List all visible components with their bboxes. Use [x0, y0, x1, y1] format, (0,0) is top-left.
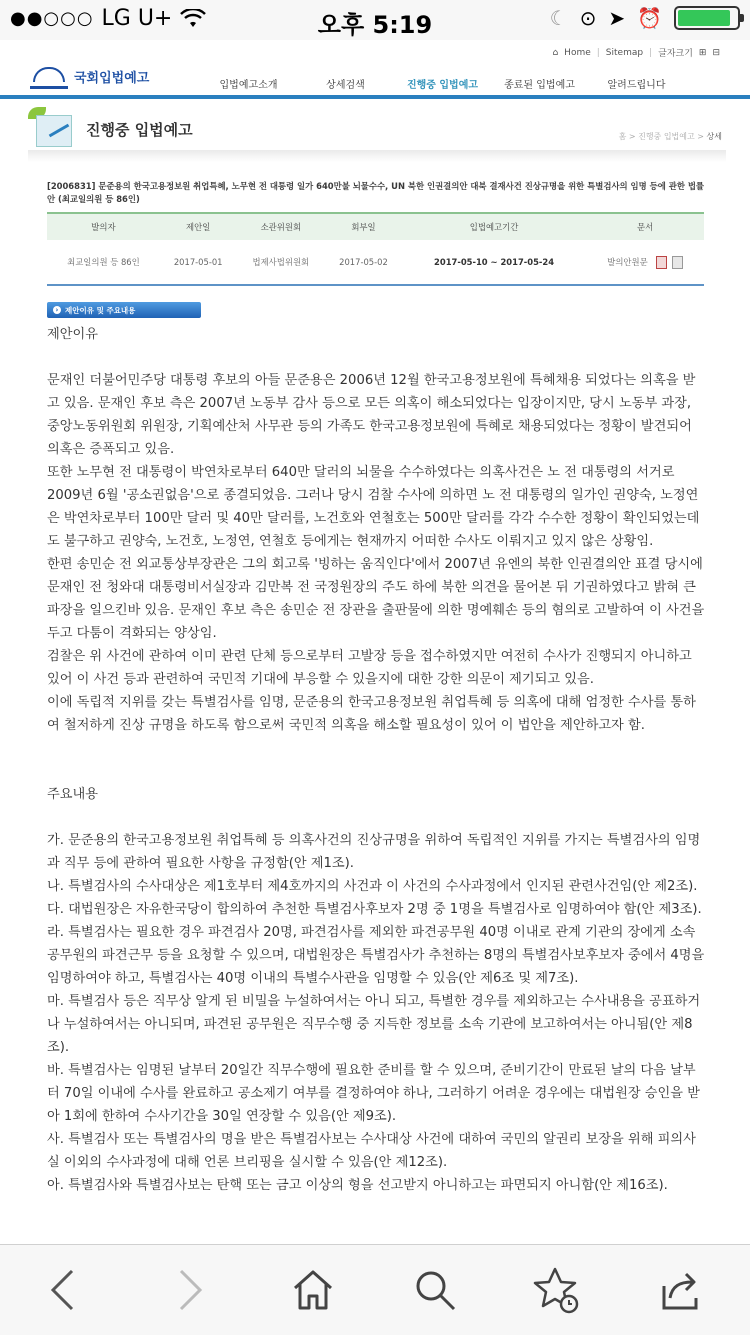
back-icon[interactable]	[38, 1265, 88, 1315]
breadcrumb: 홈 > 진행중 입법예고 > 상세	[618, 132, 722, 141]
main-item: 다. 대법원장은 자유한국당이 합의하여 추천한 특별검사후보자 2명 중 1명을 특별검사로 임명하여야 함(안 제3조).	[47, 902, 702, 917]
reason-paragraph: 또한 노무현 전 대통령이 박연차로부터 640만 달러의 뇌물을 수수하였다는 의혹사건은 노 전 대통령의 서거로 2009년 6월 '공소권없음'으로 종결되었음. 그러나 당시 검찰 수사에 의하면 노 전 대통령의 일가인 권양숙, 노정연은 박연차로부터 100만 달러 및 40만 달러를, 노건호와 연철호는 500만 달러를 각각 수수한 정황이 확인되었는데도 불구하고 권양숙, 노건호, 노정연, 연철호 등에게는 현재까지 어떠한 수사도 이뤄지고 있지 않은 상황임.	[47, 465, 700, 549]
main-content-heading: 주요내용	[47, 787, 98, 802]
status-bar	[0, 0, 750, 40]
main-nav	[200, 76, 685, 91]
pdf-file-icon[interactable]	[672, 256, 683, 269]
nav-item-notice[interactable]: 알려드립니다	[607, 80, 666, 91]
battery-icon	[674, 6, 740, 30]
util-link-sitemap[interactable]: Sitemap	[605, 47, 644, 58]
location-icon: ➤	[608, 6, 626, 30]
main-item: 나. 특별검사의 수사대상은 제1호부터 제4호까지의 사건과 이 사건의 수사과정에서 인지된 관련사건임(안 제2조).	[47, 879, 698, 894]
utility-links: ⌂ Home | Sitemap | 글자크기 ⊞ ⊟	[552, 47, 720, 59]
nav-item-search[interactable]: 상세검색	[326, 80, 365, 91]
table-header-row	[47, 213, 704, 240]
share-icon[interactable]	[655, 1265, 705, 1315]
assembly-building-icon	[30, 64, 68, 89]
legislation-icon	[28, 107, 76, 149]
referral-date-cell: 2017-05-02	[325, 240, 402, 285]
util-link-font-size: 글자크기	[658, 49, 693, 59]
reason-heading: 제안이유	[47, 327, 98, 342]
column-header: 발의자	[47, 213, 160, 240]
carrier-label: LG U+	[101, 6, 173, 31]
proposer-cell: 최교일의원 등 86인	[47, 240, 160, 285]
site-header	[0, 40, 750, 98]
logo-text: 국회입법예고	[74, 71, 150, 86]
home-small-icon: ⌂	[552, 47, 559, 58]
section-tab-reason-content[interactable]	[47, 302, 201, 318]
main-item: 사. 특별검사 또는 특별검사의 명을 받은 특별검사보는 수사대상 사건에 대하여 국민의 알권리 보장을 위해 피의사실 이외의 수사과정에 대해 언론 브리핑을 실시할 수 있음(안 제12조).	[47, 1132, 696, 1170]
arrow-right-icon: ›	[53, 306, 61, 314]
reason-paragraph: 이에 독립적 지위를 갖는 특별검사를 임명, 문준용의 한국고용정보원 취업특혜 등 의혹에 대해 엄정한 수사를 통하여 철저하게 진상 규명을 하도록 함으로써 국민적 의혹을 해소할 필요성이 있어 이 법안을 제안하고자 함.	[47, 695, 696, 733]
moon-icon: ☾	[549, 6, 568, 30]
header-divider	[0, 95, 750, 99]
rotation-lock-icon: ⊙	[579, 6, 597, 30]
search-icon[interactable]	[410, 1265, 460, 1315]
column-header: 제안일	[160, 213, 237, 240]
column-header: 입법예고기간	[402, 213, 587, 240]
notice-period-cell: 2017-05-10 ~ 2017-05-24	[402, 240, 587, 285]
nav-item-about[interactable]: 입법예고소개	[219, 80, 278, 91]
breadcrumb-ongoing[interactable]: 진행중 입법예고	[638, 132, 695, 141]
home-icon[interactable]	[288, 1265, 338, 1315]
section-tab-label: 제안이유 및 주요내용	[65, 305, 136, 315]
signal-strength-icon: ●●○○○	[10, 8, 94, 29]
font-size-up-icon[interactable]: ⊞	[698, 47, 707, 58]
proposal-date-cell: 2017-05-01	[160, 240, 237, 285]
bill-content	[47, 323, 707, 1197]
page-title: 진행중 입법예고	[86, 121, 193, 139]
bookmark-star-icon[interactable]	[532, 1265, 582, 1315]
bill-info-table	[47, 212, 704, 286]
document-label: 발의안원문	[607, 256, 648, 267]
committee-cell: 법제사법위원회	[236, 240, 325, 285]
font-size-down-icon[interactable]: ⊟	[712, 47, 720, 58]
browser-toolbar	[0, 1244, 750, 1335]
main-item: 바. 특별검사는 임명된 날부터 20일간 직무수행에 필요한 준비를 할 수 있으며, 준비기간이 만료된 날의 다음 날부터 70일 이내에 수사를 완료하고 공소제기 여부를 결정하여야 하나, 그러하기 어려운 경우에는 대법원장 승인을 받아 1회에 한하여 수사기간을 30일 연장할 수 있음(안 제9조).	[47, 1063, 700, 1124]
main-item: 라. 특별검사는 필요한 경우 파견검사 20명, 파견검사를 제외한 파견공무원 40명 이내로 관계 기관의 장에게 소속 공무원의 파견근무 등을 요청할 수 있으며, 대법원장은 특별검사가 추천하는 8명의 특별검사보후보자 중에서 4명을 임명하여야 하고, 특별검사는 40명 이내의 특별수사관을 임명할 수 있음(안 제6조 및 제7조).	[47, 925, 705, 986]
reason-paragraph: 검찰은 위 사건에 관하여 이미 관련 단체 등으로부터 고발장 등을 접수하였지만 여전히 수사가 진행되지 아니하고 있어 이 사건 등과 관련하여 국민적 기대에 부응할 수 있을지에 대한 강한 의문이 제기되고 있음.	[47, 649, 692, 687]
logo[interactable]	[30, 64, 149, 89]
bill-title: [2006831] 문준용의 한국고용정보원 취업특혜, 노무현 전 대통령 일가 640만불 뇌물수수, UN 북한 인권결의안 대북 결재사건 진상규명을 위한 특별검사의 임명 등에 관한 법률안 (최교일의원 등 86인)	[47, 181, 705, 204]
hwp-file-icon[interactable]	[656, 256, 667, 269]
reason-paragraph: 한편 송민순 전 외교통상부장관은 그의 회고록 '빙하는 움직인다'에서 2007년 유엔의 북한 인권결의안 표결 당시에 문재인 전 청와대 대통령비서실장과 김만복 전 국정원장의 주도 하에 북한 의견을 물어본 뒤 기권하였다고 밝혀 큰 파장을 일으킨바 있음. 문재인 후보 측은 송민순 전 장관을 출판물에 의한 명예훼손 등의 혐의로 고발하여 이 사건을 두고 다툼이 격화되는 양상임.	[47, 557, 705, 641]
column-header: 문서	[586, 213, 704, 240]
main-item: 아. 특별검사와 특별검사보는 탄핵 또는 금고 이상의 형을 선고받지 아니하고는 파면되지 아니함(안 제16조).	[47, 1178, 668, 1193]
document-cell	[586, 240, 704, 285]
util-link-home[interactable]: Home	[564, 47, 591, 58]
column-header: 회부일	[325, 213, 402, 240]
table-row	[47, 240, 704, 285]
main-item: 가. 문준용의 한국고용정보원 취업특혜 등 의혹사건의 진상규명을 위하여 독립적인 지위를 가지는 특별검사의 임명과 직무 등에 관하여 필요한 사항을 규정함(안 제1조).	[47, 833, 701, 871]
forward-icon[interactable]	[165, 1265, 215, 1315]
breadcrumb-home[interactable]: 홈	[618, 132, 627, 141]
clock: 오후 5:19	[317, 11, 433, 39]
reason-paragraph: 문재인 더불어민주당 대통령 후보의 아들 문준용은 2006년 12월 한국고용정보원에 특혜채용 되었다는 의혹을 받고 있음. 문재인 후보 측은 2007년 노동부 감사 등으로 모든 의혹이 해소되었다는 입장이지만, 당시 노동부 과장, 중앙노동위원회 위원장, 기획예산처 사무관 등의 가족도 한국고용정보원에 특혜로 채용되었다는 정황이 발견되어 의혹은 증폭되고 있음.	[47, 373, 696, 457]
nav-item-closed[interactable]: 종료된 입법예고	[504, 80, 575, 91]
nav-item-ongoing[interactable]: 진행중 입법예고	[406, 80, 479, 91]
page-title-area	[28, 103, 726, 153]
column-header: 소관위원회	[236, 213, 325, 240]
breadcrumb-current: 상세	[706, 132, 722, 141]
main-item: 마. 특별검사 등은 직무상 알게 된 비밀을 누설하여서는 아니 되고, 특별한 경우를 제외하고는 수사내용을 공표하거나 누설하여서는 아니되며, 파견된 공무원은 직무수행 중 지득한 정보를 소속 기관에 보고하여서는 아니됨(안 제8조).	[47, 994, 701, 1055]
alarm-icon: ⏰	[637, 6, 662, 30]
